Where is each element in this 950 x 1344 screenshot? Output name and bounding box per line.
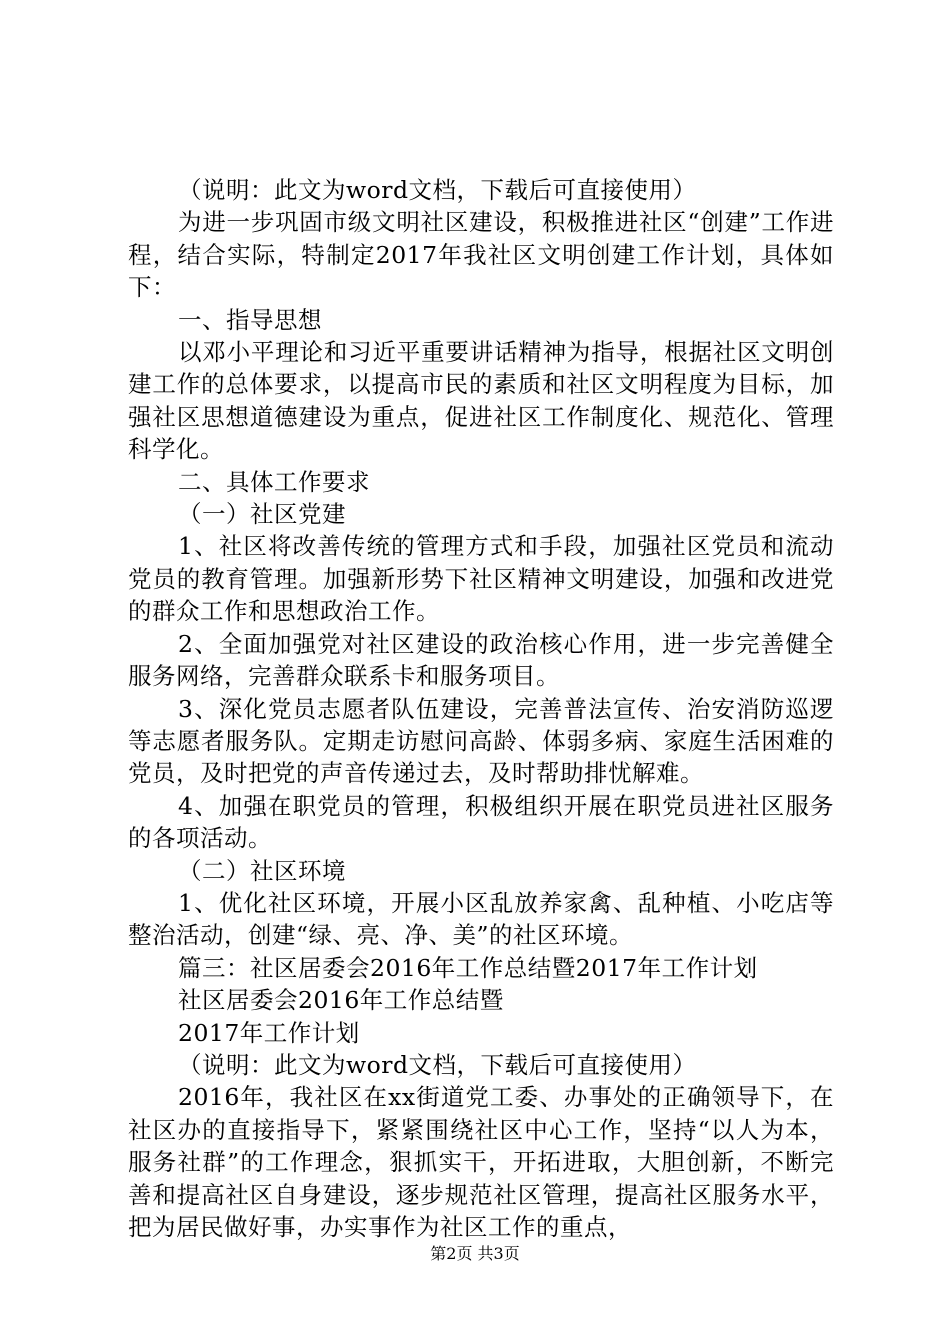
intro-paragraph: 为进一步巩固市级文明社区建设，积极推进社区“创建”工作进程，结合实际，特制定2017年我社区文明创建工作计划，具体如下： [128, 208, 834, 302]
list-item-environment-1: 1、优化社区环境，开展小区乱放养家禽、乱种植、小吃店等整治活动，创建“绿、亮、净、美”的社区环境。 [128, 888, 834, 950]
article-title-line-1: 社区居委会2016年工作总结暨 [178, 986, 504, 1015]
page-number-footer: 第2页 共3页 [430, 1244, 520, 1263]
guiding-thought-paragraph: 以邓小平理论和习近平重要讲话精神为指导，根据社区文明创建工作的总体要求，以提高市民的素质和社区文明程度为目标，加强社区思想道德建设为重点，促进社区工作制度化、规范化、管理科学化。 [128, 338, 834, 464]
document-body [128, 174, 834, 1243]
section-heading-guiding-thought: 一、指导思想 [178, 305, 322, 334]
article-title: 篇三：社区居委会2016年工作总结暨2017年工作计划 [178, 953, 758, 982]
list-item-party-4: 4、加强在职党员的管理，积极组织开展在职党员进社区服务的各项活动。 [128, 791, 834, 853]
section-heading-requirements: 二、具体工作要求 [178, 467, 370, 496]
note-paragraph-2: （说明：此文为word文档，下载后可直接使用） [178, 1050, 697, 1079]
list-item-party-3: 3、深化党员志愿者队伍建设，完善普法宣传、治安消防巡逻等志愿者服务队。定期走访慰问高龄、体弱多病、家庭生活困难的党员，及时把党的声音传递过去，及时帮助排忧解难。 [128, 694, 834, 788]
note-paragraph: （说明：此文为word文档，下载后可直接使用） [178, 176, 697, 204]
article-title-line-2: 2017年工作计划 [178, 1018, 360, 1047]
list-item-party-2: 2、全面加强党对社区建设的政治核心作用，进一步完善健全服务网络，完善群众联系卡和服务项目。 [128, 629, 834, 691]
list-item-party-1: 1、社区将改善传统的管理方式和手段，加强社区党员和流动党员的教育管理。加强新形势下社区精神文明建设，加强和改进党的群众工作和思想政治工作。 [128, 532, 834, 626]
subsection-heading-environment: （二）社区环境 [178, 856, 346, 885]
summary-paragraph: 2016年，我社区在xx街道党工委、办事处的正确领导下，在社区办的直接指导下，紧紧围绕社区中心工作，坚持“以人为本，服务社群”的工作理念，狠抓实干，开拓进取，大胆创新，不断完善和提高社区自身建设，逐步规范社区管理，提高社区服务水平，把为居民做好事，办实事作为社区工作的重点， [128, 1083, 834, 1241]
subsection-heading-party-building: （一）社区党建 [178, 500, 346, 529]
